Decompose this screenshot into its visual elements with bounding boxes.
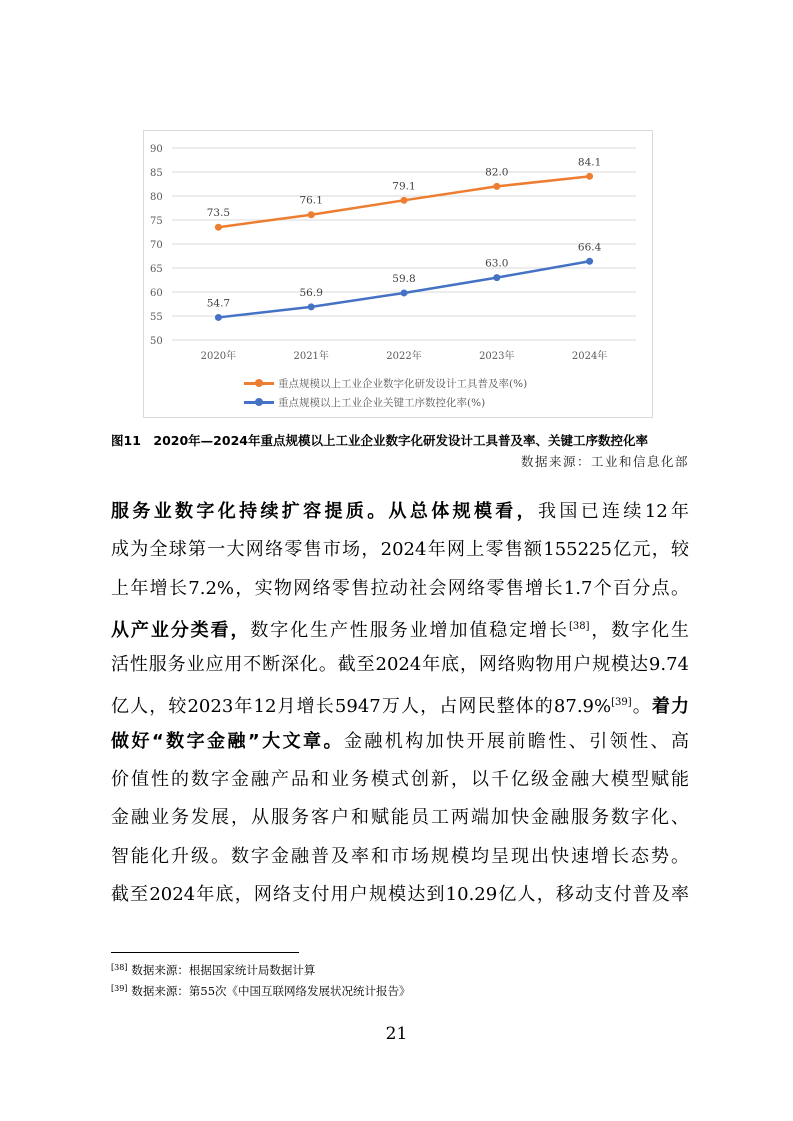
bold-phrase: 着力 <box>651 696 689 718</box>
footnote-text: 数据来源：根据国家统计局数据计算 <box>131 963 316 977</box>
bold-phrase: 做好“数字金融”大文章。 <box>111 730 344 752</box>
data-label: 63.0 <box>485 257 509 270</box>
footnote-ref[interactable]: [38] <box>568 620 590 632</box>
data-label: 73.5 <box>206 207 231 220</box>
data-label: 82.0 <box>485 166 509 179</box>
data-point <box>493 274 500 281</box>
legend-label: 重点规模以上工业企业数字化研发设计工具普及率(%) <box>278 378 528 390</box>
text-line: 价值性的数字金融产品和业务模式创新，以千亿级金融大模型赋能 <box>111 769 689 791</box>
data-label: 84.1 <box>577 156 602 169</box>
y-tick-label: 90 <box>150 144 163 155</box>
data-point <box>586 258 593 265</box>
legend-entry-blue <box>244 393 527 412</box>
footnote-divider <box>111 952 299 953</box>
text-span: 金融机构加快开展前瞻性、引领性、高 <box>343 730 689 752</box>
text-line: 截至2024年底，网络支付用户规模达到10.29亿人，移动支付普及率 <box>111 883 689 905</box>
data-label: 54.7 <box>206 297 231 310</box>
data-point <box>401 289 408 296</box>
chart-legend <box>244 374 527 412</box>
text-span: 数字化生产性服务业增加值稳定增长 <box>250 619 569 641</box>
footnote-text: 数据来源：第55次《中国互联网络发展状况统计报告》 <box>131 984 411 998</box>
text-line: 上年增长7.2%，实物网络零售拉动社会网络零售增长1.7个百分点。 <box>111 577 689 599</box>
text-line <box>111 608 689 646</box>
y-tick-label: 70 <box>150 240 163 251</box>
y-tick-label: 80 <box>150 192 163 203</box>
y-tick-label: 75 <box>150 216 163 227</box>
data-point <box>308 211 315 218</box>
data-label: 66.4 <box>577 241 602 254</box>
text-line <box>111 684 689 722</box>
text-span: 。 <box>631 696 652 718</box>
body-paragraph <box>111 493 689 914</box>
legend-label: 重点规模以上工业企业关键工序数控化率(%) <box>278 397 486 409</box>
text-span: 我国已连续12年 <box>538 501 689 522</box>
legend-marker-icon <box>244 401 274 404</box>
text-span: ，数字化生 <box>589 619 689 641</box>
text-span: 亿人，较2023年12月增长5947万人，占网民整体的87.9% <box>111 696 612 718</box>
y-tick-label: 55 <box>150 312 163 323</box>
footnote-mark: [38] <box>111 963 128 972</box>
line-chart <box>143 130 653 418</box>
data-point <box>401 197 408 204</box>
series-line-1 <box>218 261 589 317</box>
y-tick-label: 60 <box>150 288 163 299</box>
x-tick-label: 2024年 <box>571 351 608 362</box>
text-line: 活性服务业应用不断深化。截至2024年底，网络购物用户规模达9.74 <box>111 654 689 676</box>
legend-marker-icon <box>244 382 274 385</box>
x-tick-label: 2023年 <box>479 351 515 362</box>
data-point <box>586 173 593 180</box>
chart-plot <box>144 131 654 371</box>
data-point <box>493 183 500 190</box>
y-tick-label: 85 <box>150 168 163 179</box>
data-point <box>215 224 222 231</box>
page-number: 21 <box>385 1024 408 1044</box>
text-line: 智能化升级。数字金融普及率和市场规模均呈现出快速增长态势。 <box>111 845 689 867</box>
data-label: 79.1 <box>392 180 416 193</box>
bold-phrase: 服务业数字化持续扩容提质。从总体规模看， <box>111 501 538 522</box>
figure-source: 数据来源：工业和信息化部 <box>520 454 689 469</box>
footnote-ref[interactable]: [39] <box>611 697 632 709</box>
data-point <box>308 303 315 310</box>
text-line <box>111 493 689 531</box>
text-line: 金融业务发展，从服务客户和赋能员工两端加快金融服务数字化、 <box>111 807 689 829</box>
x-tick-label: 2020年 <box>200 351 237 362</box>
x-tick-label: 2022年 <box>386 351 422 362</box>
data-label: 56.9 <box>299 286 323 299</box>
legend-entry-orange <box>244 374 527 393</box>
data-label: 76.1 <box>299 194 323 207</box>
text-line: 成为全球第一大网络零售市场，2024年网上零售额155225亿元，较 <box>111 539 689 561</box>
bold-phrase: 从产业分类看， <box>111 619 251 641</box>
footnote-39 <box>111 983 411 999</box>
y-tick-label: 50 <box>150 336 163 347</box>
y-tick-label: 65 <box>150 264 163 275</box>
data-label: 59.8 <box>392 272 416 285</box>
text-line <box>111 723 689 761</box>
x-tick-label: 2021年 <box>293 351 329 362</box>
footnote-mark: [39] <box>111 984 128 993</box>
data-point <box>215 314 222 321</box>
figure-caption: 图11 2020年—2024年重点规模以上工业企业数字化研发设计工具普及率、关键工序数控化率 <box>111 433 648 448</box>
footnote-38 <box>111 962 315 978</box>
